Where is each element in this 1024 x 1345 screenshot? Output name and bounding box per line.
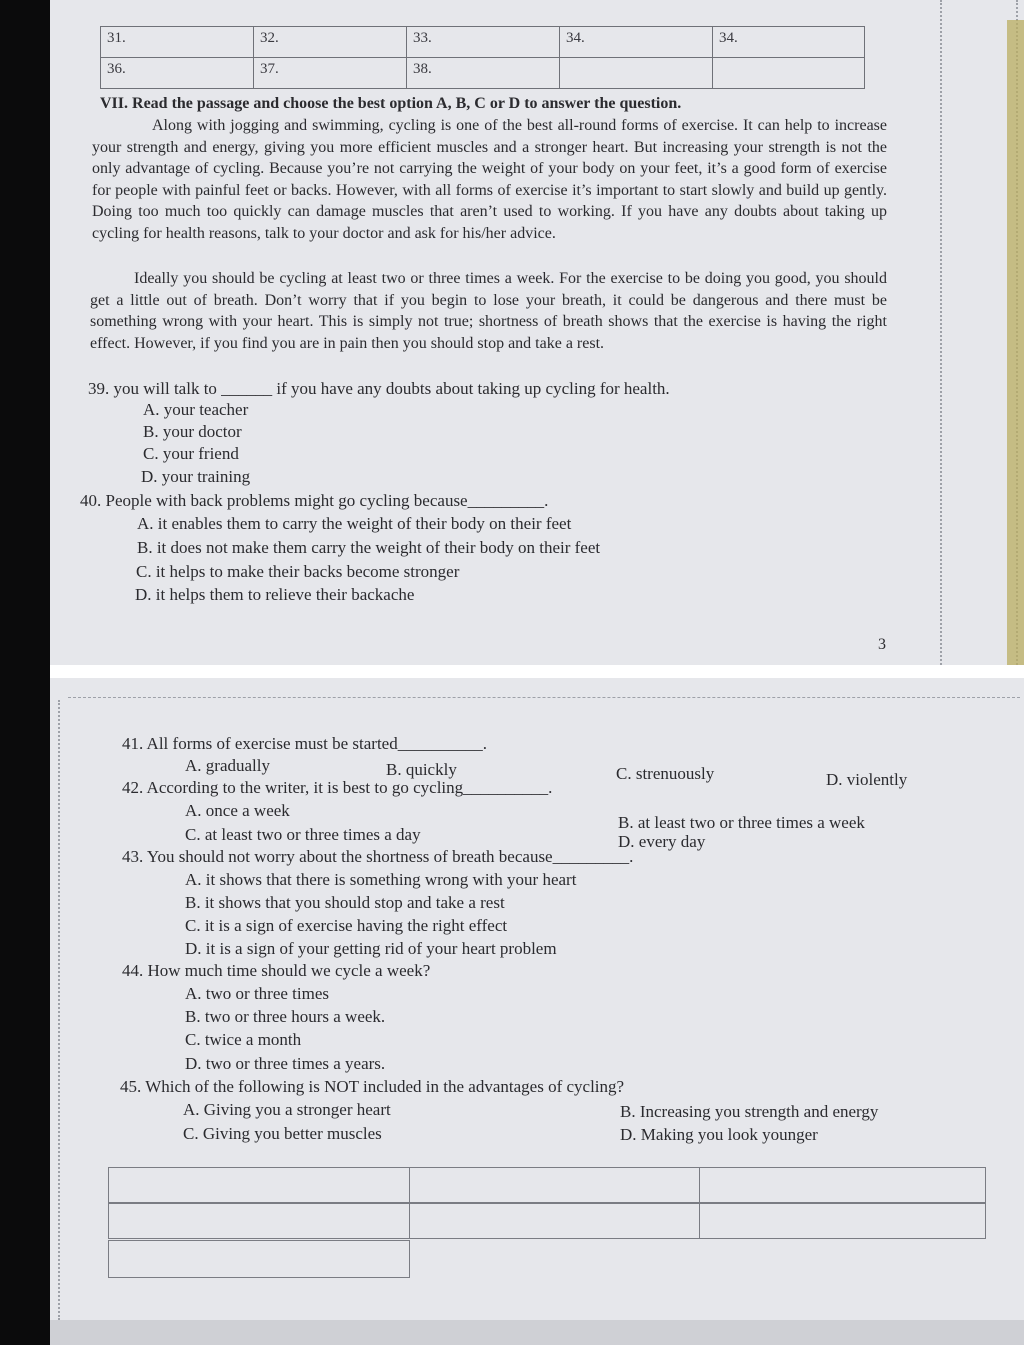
option-42-c[interactable]: C. at least two or three times a day xyxy=(185,825,421,844)
question-39: 39. you will talk to ______ if you have any doubts about taking up cycling for health. xyxy=(88,379,670,398)
option-43-a[interactable]: A. it shows that there is something wrong with your heart xyxy=(185,870,577,889)
option-42-d[interactable]: D. every day xyxy=(618,832,706,851)
grid-cell: 31. xyxy=(101,27,254,58)
grid-cell xyxy=(699,1167,986,1203)
option-45-d[interactable]: D. Making you look younger xyxy=(620,1125,818,1144)
option-39-d[interactable]: D. your training xyxy=(141,467,251,486)
question-45: 45. Which of the following is NOT included in the advantages of cycling? xyxy=(120,1077,625,1096)
option-41-c[interactable]: C. strenuously xyxy=(616,764,715,783)
grid-cell xyxy=(108,1203,410,1239)
option-41-d[interactable]: D. violently xyxy=(826,770,908,789)
section-heading: VII. Read the passage and choose the best option A, B, C or D to answer the question. xyxy=(100,95,682,112)
option-40-c[interactable]: C. it helps to make their backs become stronger xyxy=(136,562,460,581)
option-39-c[interactable]: C. your friend xyxy=(143,444,239,463)
option-39-a[interactable]: A. your teacher xyxy=(143,400,249,419)
passage-text: Along with jogging and swimming, cycling is one of the best all-round forms of exercise. It can help to increase your strength and energy, giving you more efficient muscles and a stronger heart. But increasing your strength is not the only advantage of cycling. Because you’re not carrying the weight of your body on your feet, it’s a good form of exercise for people with painful feet or backs. However, with all forms of exercise it’s important to start slowly and build up gently. Doing too much too quickly can damage muscles that aren’t used to working. If you have any doubts about taking up cycling for health reasons, talk to your doctor and ask for his/her advice. xyxy=(92,117,887,242)
answer-grid-top xyxy=(100,26,865,89)
option-45-a[interactable]: A. Giving you a stronger heart xyxy=(183,1100,391,1119)
grid-cell: 33. xyxy=(407,27,560,58)
option-44-c[interactable]: C. twice a month xyxy=(185,1030,302,1049)
question-44: 44. How much time should we cycle a week? xyxy=(122,961,431,980)
option-40-a[interactable]: A. it enables them to carry the weight of their body on their feet xyxy=(137,514,572,533)
option-43-b[interactable]: B. it shows that you should stop and take a rest xyxy=(185,893,505,912)
option-41-a[interactable]: A. gradually xyxy=(185,756,270,775)
option-39-b[interactable]: B. your doctor xyxy=(143,422,242,441)
grid-cell xyxy=(409,1167,700,1203)
margin-dotted-line xyxy=(940,0,942,665)
question-42: 42. According to the writer, it is best to go cycling__________. xyxy=(122,778,553,797)
option-44-a[interactable]: A. two or three times xyxy=(185,984,329,1003)
question-41: 41. All forms of exercise must be started__________. xyxy=(122,734,487,753)
option-45-c[interactable]: C. Giving you better muscles xyxy=(183,1124,382,1143)
grid-cell: 32. xyxy=(254,27,407,58)
page-number: 3 xyxy=(878,636,886,653)
grid-cell: 36. xyxy=(101,58,254,89)
grid-cell: 38. xyxy=(407,58,560,89)
photo-shadow-bottom xyxy=(50,1320,1024,1345)
passage-text: Ideally you should be cycling at least two or three times a week. For the exercise to be doing you good, you should get a little out of breath. Don’t worry that if you begin to lose your breath, it could be dangerous and there must be something wrong with your heart. This is simply not true; shortness of breath shows that the exercise is having the right effect. However, if you find you are in pain then you should stop and take a rest. xyxy=(90,270,887,352)
grid-cell xyxy=(560,58,713,89)
grid-cell xyxy=(699,1203,986,1239)
grid-cell: 34. xyxy=(713,27,865,58)
photo-edge-strip xyxy=(1007,20,1024,665)
option-42-b[interactable]: B. at least two or three times a week xyxy=(618,813,865,832)
grid-cell: 34. xyxy=(560,27,713,58)
question-43: 43. You should not worry about the shortness of breath because_________. xyxy=(122,847,634,866)
option-45-b[interactable]: B. Increasing you strength and energy xyxy=(620,1102,879,1121)
option-40-d[interactable]: D. it helps them to relieve their backache xyxy=(135,585,415,604)
left-dotted-margin xyxy=(58,700,60,1320)
grid-cell xyxy=(108,1240,410,1278)
option-40-b[interactable]: B. it does not make them carry the weight of their body on their feet xyxy=(137,538,601,557)
option-44-b[interactable]: B. two or three hours a week. xyxy=(185,1007,386,1026)
option-42-a[interactable]: A. once a week xyxy=(185,801,290,820)
option-44-d[interactable]: D. two or three times a years. xyxy=(185,1054,386,1073)
passage-paragraph-2 xyxy=(90,268,887,354)
option-43-c[interactable]: C. it is a sign of exercise having the right effect xyxy=(185,916,508,935)
photo-background-left xyxy=(0,0,50,1345)
grid-cell: 37. xyxy=(254,58,407,89)
grid-cell xyxy=(713,58,865,89)
grid-cell xyxy=(409,1203,700,1239)
page-divider-dashed xyxy=(68,697,1020,698)
option-41-b[interactable]: B. quickly xyxy=(386,760,457,779)
question-40: 40. People with back problems might go cycling because_________. xyxy=(80,491,549,510)
option-43-d[interactable]: D. it is a sign of your getting rid of your heart problem xyxy=(185,939,557,958)
passage-paragraph-1 xyxy=(92,115,887,245)
grid-cell xyxy=(108,1167,410,1203)
